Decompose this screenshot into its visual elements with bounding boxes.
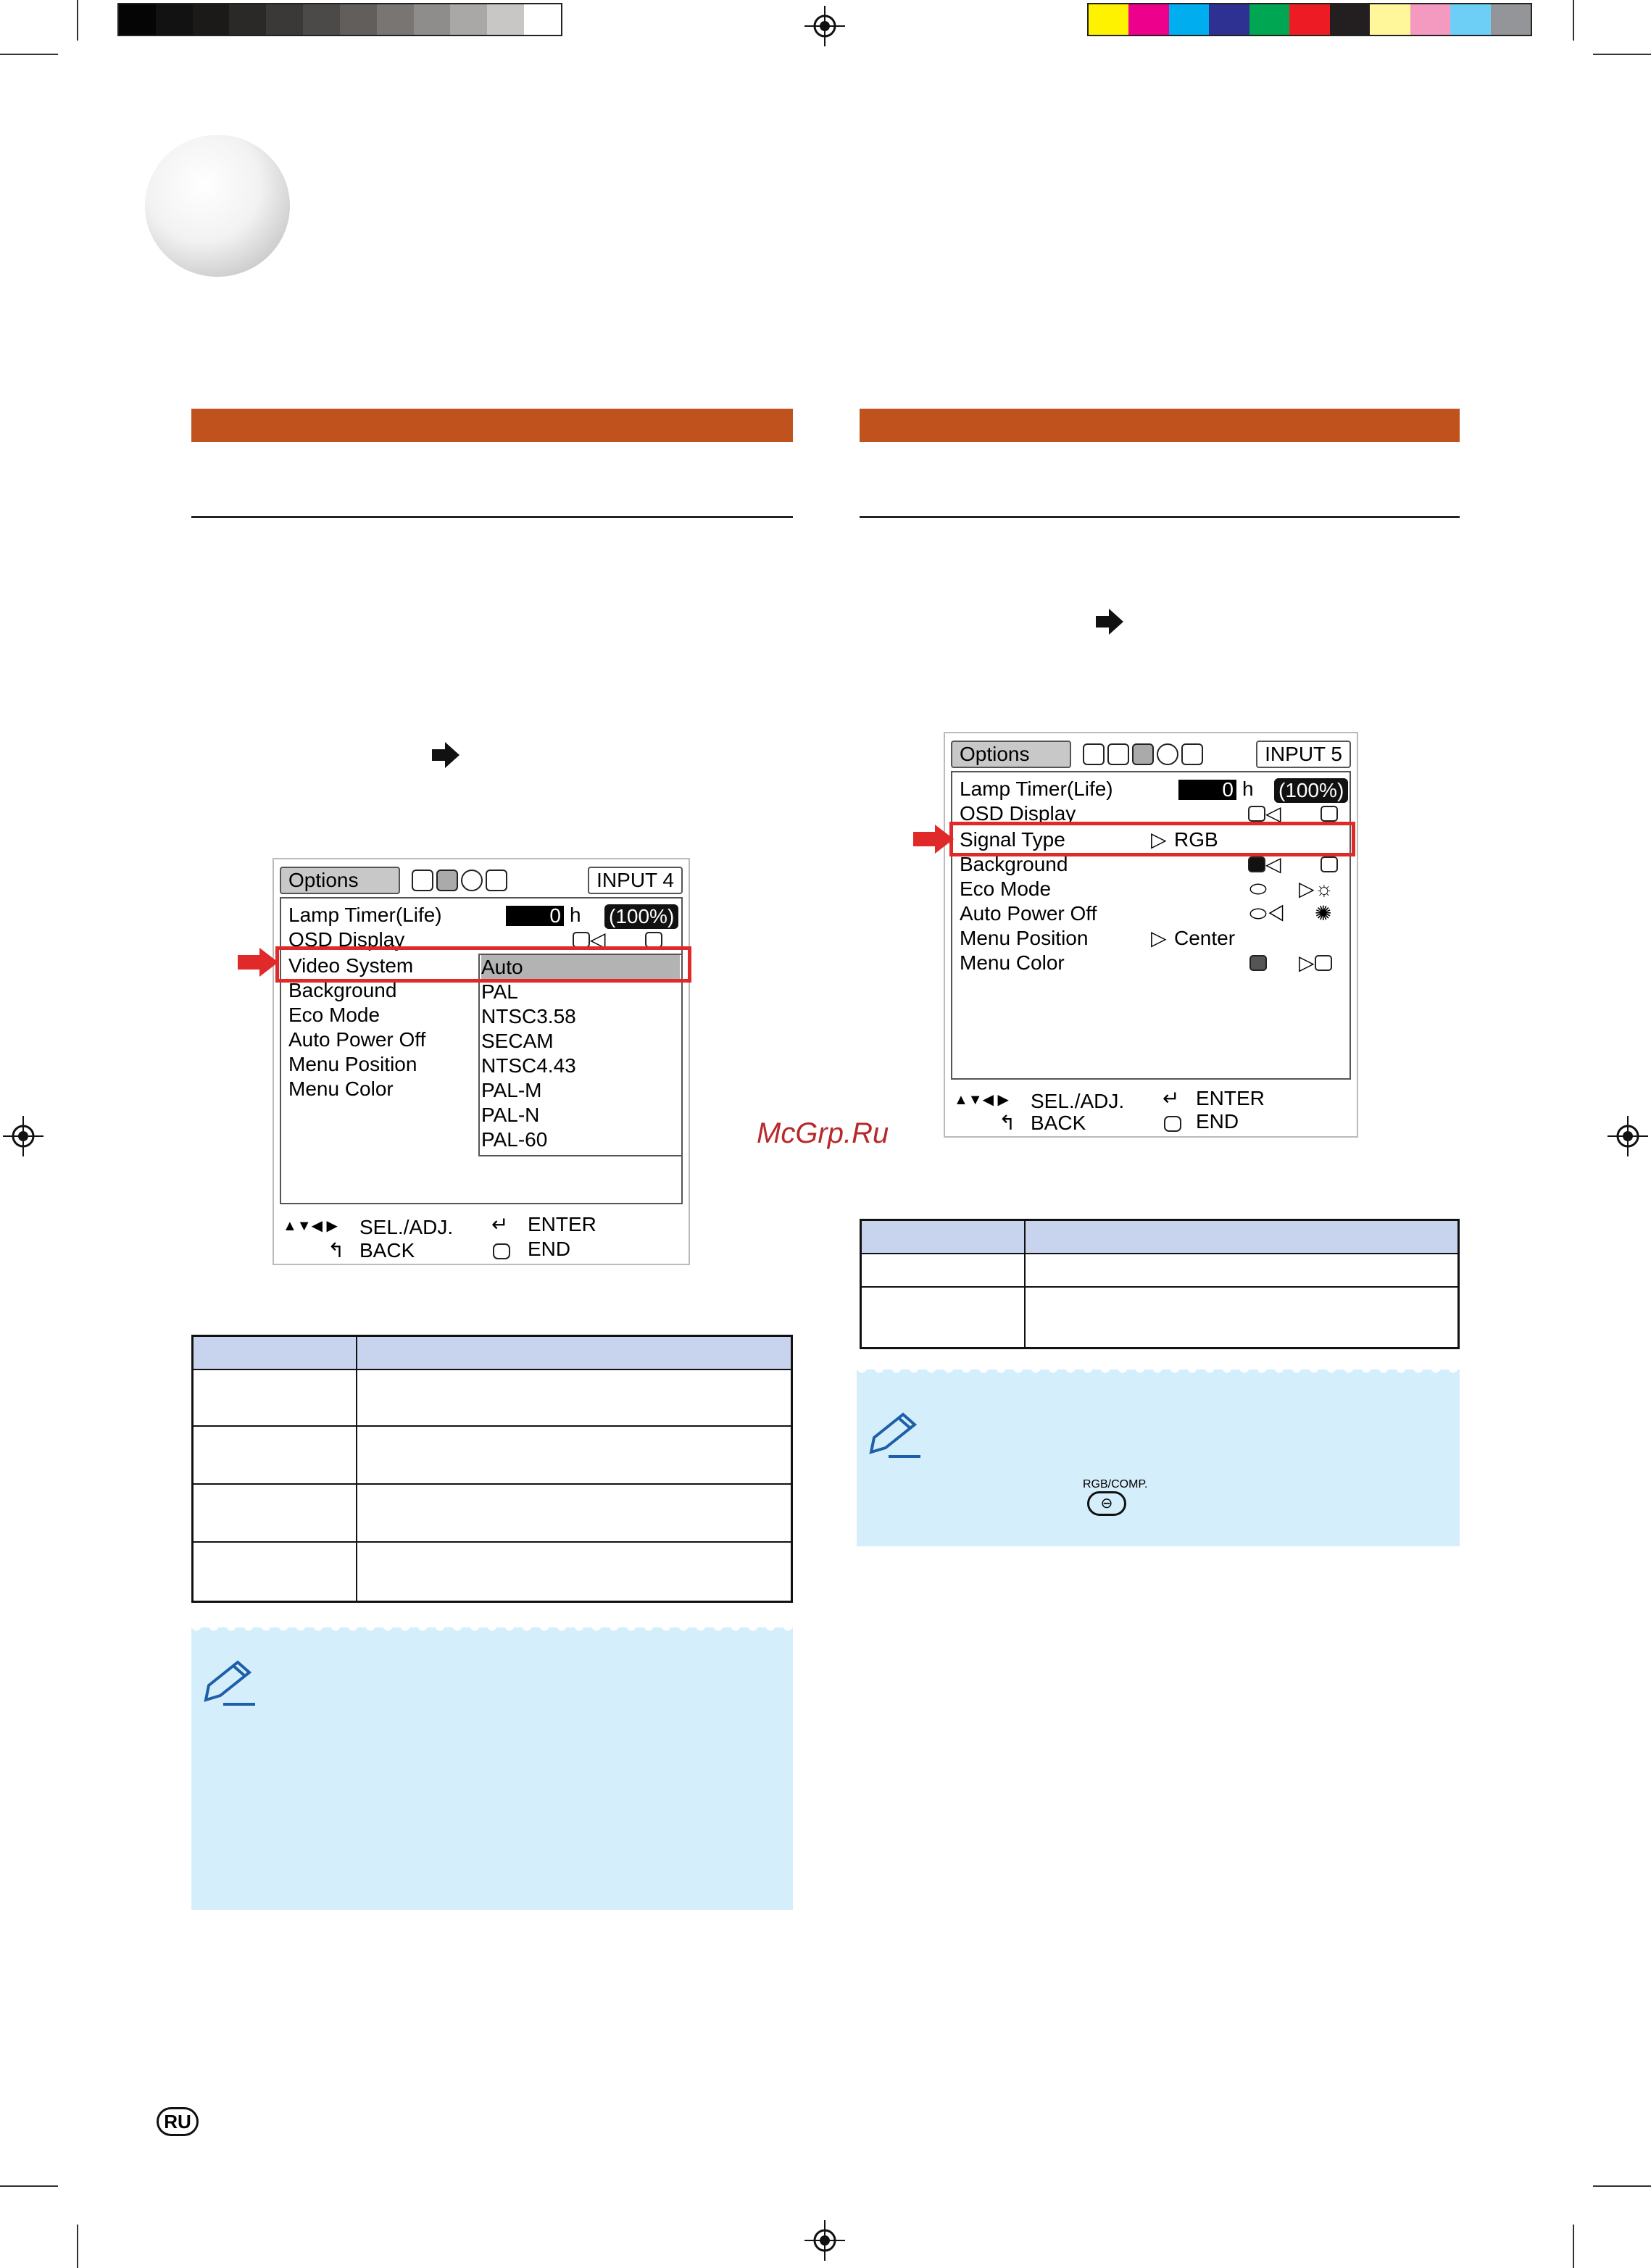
table-header xyxy=(862,1221,1457,1254)
grayscale-calibration-strip xyxy=(117,3,562,36)
color-swatch xyxy=(1330,4,1370,35)
adjust-tab-icon[interactable] xyxy=(1107,743,1129,765)
lamp-percent: (100%) xyxy=(1274,778,1348,803)
select-arrow-icon: ▷ xyxy=(1151,828,1167,851)
color-swatch xyxy=(1370,4,1410,35)
table-row xyxy=(194,1483,791,1485)
color-swatch xyxy=(119,4,156,35)
left-section-rule xyxy=(191,516,793,518)
language-badge: RU xyxy=(157,2107,199,2136)
select-arrow-icon: ▷ xyxy=(1299,877,1315,900)
signal-type-highlight xyxy=(949,822,1355,856)
menu-item-eco-mode[interactable]: Eco Mode xyxy=(960,877,1052,900)
menu-item-menu-position[interactable]: Menu Position xyxy=(288,1053,417,1075)
right-settings-table xyxy=(860,1219,1460,1349)
signal-type-value[interactable]: RGB xyxy=(1174,828,1218,851)
dropdown-option[interactable]: PAL-M xyxy=(481,1079,542,1101)
menu-item-lamp-timer[interactable]: Lamp Timer(Life) xyxy=(960,777,1113,800)
menu-color-icon xyxy=(1249,955,1267,971)
right-menu-body xyxy=(951,771,1351,1080)
lamp-unit: h xyxy=(1242,777,1254,800)
color-swatch xyxy=(487,4,524,35)
menu-color-alt-icon xyxy=(1315,955,1332,971)
back-icon: ↰ xyxy=(328,1239,345,1262)
video-system-dropdown[interactable] xyxy=(478,954,683,1156)
left-settings-table xyxy=(191,1335,793,1603)
color-swatch xyxy=(377,4,414,35)
osd-display-on-icon xyxy=(573,932,590,948)
color-swatch xyxy=(1169,4,1209,35)
color-swatch xyxy=(1289,4,1329,35)
crop-mark xyxy=(1573,0,1574,41)
lamp-hours: 0 xyxy=(506,906,564,926)
crop-mark xyxy=(77,2225,78,2268)
input-indicator: INPUT 4 xyxy=(588,867,683,894)
eco-leaf-icon: ⬭ xyxy=(1249,877,1267,900)
right-section-rule xyxy=(860,516,1460,518)
enter-icon: ↵ xyxy=(491,1213,509,1235)
select-arrow-icon: ◁ xyxy=(1265,802,1281,825)
video-system-highlight xyxy=(275,946,691,983)
color-swatch xyxy=(1209,4,1249,35)
color-swatch xyxy=(1491,4,1531,35)
dropdown-option[interactable]: NTSC3.58 xyxy=(481,1005,576,1027)
enter-icon: ↵ xyxy=(1163,1087,1180,1109)
menu-item-menu-position[interactable]: Menu Position xyxy=(960,927,1089,949)
select-arrow-icon: ▷ xyxy=(1151,927,1167,949)
right-arrow-icon xyxy=(1096,609,1123,635)
left-menu-body xyxy=(280,897,683,1204)
select-arrow-icon: ◁ xyxy=(1265,853,1281,875)
auto-power-leaf-icon: ⬭◁ xyxy=(1249,902,1285,925)
pencil-note-icon xyxy=(867,1409,925,1459)
language-tab-icon[interactable] xyxy=(1157,743,1178,765)
back-label: BACK xyxy=(359,1239,415,1262)
right-arrow-icon xyxy=(432,742,459,768)
nav-arrows-icon: ▲▼◀ ▶ xyxy=(283,1218,338,1234)
rgb-comp-button-icon: ⊖ xyxy=(1087,1491,1126,1516)
end-label: END xyxy=(1196,1110,1239,1133)
color-swatch xyxy=(1128,4,1168,35)
osd-display-on-icon xyxy=(1248,806,1265,822)
enter-label: ENTER xyxy=(528,1213,596,1235)
background-icon xyxy=(1248,856,1265,872)
menu-item-osd-display[interactable]: OSD Display xyxy=(288,928,405,951)
lamp-bright-icon: ☼ xyxy=(1315,877,1334,900)
watermark: McGrp.Ru xyxy=(757,1117,889,1149)
menu-item-menu-color[interactable]: Menu Color xyxy=(960,951,1065,974)
registration-mark-icon xyxy=(804,6,845,46)
menu-item-video-system[interactable]: Video System xyxy=(288,954,414,977)
menu-position-value[interactable]: Center xyxy=(1174,927,1236,949)
options-tab-icon[interactable] xyxy=(436,870,458,891)
select-arrow-icon: ◁ xyxy=(590,928,606,951)
color-swatch xyxy=(1450,4,1490,35)
color-swatch xyxy=(1249,4,1289,35)
enter-label: ENTER xyxy=(1196,1087,1265,1109)
back-icon: ↰ xyxy=(999,1112,1016,1134)
pencil-note-icon xyxy=(201,1656,259,1707)
color-swatch xyxy=(266,4,303,35)
color-swatch xyxy=(303,4,340,35)
table-row xyxy=(194,1425,791,1427)
color-swatch xyxy=(193,4,230,35)
chapter-sphere-icon xyxy=(145,135,290,277)
crop-mark xyxy=(1593,2185,1651,2187)
status-tab-icon[interactable] xyxy=(486,870,507,891)
status-tab-icon[interactable] xyxy=(1181,743,1203,765)
options-tab-icon[interactable] xyxy=(1132,743,1154,765)
picture-tab-icon[interactable] xyxy=(412,870,433,891)
right-note-box xyxy=(857,1369,1460,1546)
dropdown-option[interactable]: SECAM xyxy=(481,1030,554,1052)
right-options-menu xyxy=(944,732,1358,1138)
lamp-hours: 0 xyxy=(1178,780,1236,800)
rgb-comp-button-label: RGB/COMP. xyxy=(1083,1478,1148,1491)
language-tab-icon[interactable] xyxy=(461,870,483,891)
registration-mark-icon xyxy=(804,2220,845,2261)
color-swatch xyxy=(524,4,561,35)
sel-adj-label: SEL./ADJ. xyxy=(1031,1090,1125,1112)
menu-item-signal-type[interactable]: Signal Type xyxy=(960,828,1065,851)
background-off-icon xyxy=(1321,856,1338,872)
dropdown-option[interactable]: Auto xyxy=(481,955,680,980)
color-swatch xyxy=(340,4,377,35)
crop-mark xyxy=(0,2185,58,2187)
nav-arrows-icon: ▲▼◀ ▶ xyxy=(954,1092,1009,1108)
left-section-bar xyxy=(191,409,793,442)
left-options-menu xyxy=(273,858,690,1265)
menu-item-background[interactable]: Background xyxy=(960,853,1068,875)
options-tab[interactable]: Options xyxy=(280,867,400,894)
sel-adj-label: SEL./ADJ. xyxy=(359,1216,454,1238)
color-calibration-strip xyxy=(1087,3,1532,36)
menu-item-eco-mode[interactable]: Eco Mode xyxy=(288,1004,380,1026)
end-icon xyxy=(1164,1116,1181,1132)
menu-item-background[interactable]: Background xyxy=(288,979,397,1001)
auto-power-icon: ✺ xyxy=(1315,902,1332,925)
lamp-percent: (100%) xyxy=(604,904,678,929)
dropdown-option[interactable]: NTSC4.43 xyxy=(481,1054,576,1077)
table-header xyxy=(194,1337,791,1370)
table-row xyxy=(194,1541,791,1543)
menu-item-auto-power-off[interactable]: Auto Power Off xyxy=(960,902,1097,925)
menu-item-lamp-timer[interactable]: Lamp Timer(Life) xyxy=(288,904,442,926)
dropdown-option[interactable]: PAL xyxy=(481,980,518,1003)
menu-item-menu-color[interactable]: Menu Color xyxy=(288,1077,394,1100)
crop-mark xyxy=(77,0,78,41)
dropdown-option[interactable]: PAL-N xyxy=(481,1104,540,1126)
crop-mark xyxy=(1573,2225,1574,2268)
color-swatch xyxy=(1089,4,1128,35)
dropdown-option[interactable]: PAL-60 xyxy=(481,1128,548,1151)
color-swatch xyxy=(450,4,487,35)
options-tab[interactable]: Options xyxy=(951,741,1071,768)
crop-mark xyxy=(1593,54,1651,55)
left-note-box xyxy=(191,1627,793,1910)
color-swatch xyxy=(229,4,266,35)
picture-tab-icon[interactable] xyxy=(1083,743,1105,765)
menu-item-auto-power-off[interactable]: Auto Power Off xyxy=(288,1028,426,1051)
color-swatch xyxy=(1410,4,1450,35)
right-section-bar xyxy=(860,409,1460,442)
end-label: END xyxy=(528,1238,571,1260)
osd-display-off-icon xyxy=(1321,806,1338,822)
end-icon xyxy=(493,1243,510,1259)
table-row xyxy=(862,1286,1457,1288)
lamp-unit: h xyxy=(570,904,581,926)
osd-display-off-icon xyxy=(645,932,662,948)
back-label: BACK xyxy=(1031,1112,1086,1134)
crop-mark xyxy=(0,54,58,55)
color-swatch xyxy=(156,4,193,35)
registration-mark-icon xyxy=(3,1116,43,1156)
pointer-arrow-icon xyxy=(913,825,954,854)
input-indicator: INPUT 5 xyxy=(1256,741,1351,768)
select-arrow-icon: ▷ xyxy=(1299,951,1315,974)
menu-item-osd-display[interactable]: OSD Display xyxy=(960,802,1076,825)
pointer-arrow-icon xyxy=(238,948,278,977)
color-swatch xyxy=(414,4,451,35)
registration-mark-icon xyxy=(1608,1116,1648,1156)
